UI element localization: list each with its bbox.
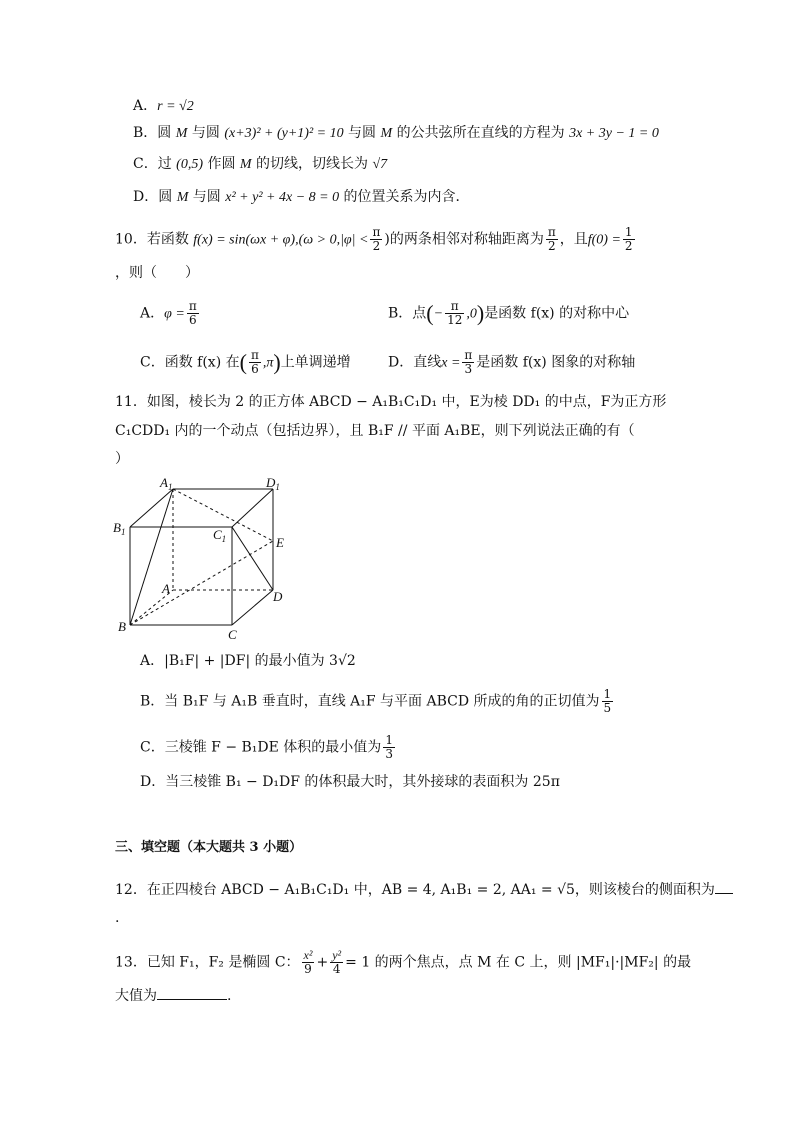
frac-1-2: $\frac{1}{2}$ [624, 225, 633, 253]
cube-figure [110, 475, 300, 645]
frac-pi-2: $\frac{\pi}{2}$ [372, 225, 381, 253]
label-d: D [273, 589, 283, 604]
q12-stem: 12．在正四棱台 ABCD − A₁B₁C₁D₁ 中，AB = 4, A₁B₁ = 2, AA₁ = √5，则该棱台的侧面积为 [115, 880, 733, 900]
frac-pi-2b: $\frac{\pi}{2}$ [547, 225, 556, 253]
q13-stem: 13．已知 F₁，F₂ 是椭圆 C： $\frac{\text{x²}}{9}$ + $\frac{\text{y²}}{4}$ = 1 的两个焦点，点 M 在 C 上，则 |MF₁|·|MF₂| 的最 [115, 948, 692, 976]
q11-stem-2: C₁CDD₁ 内的一个动点（包括边界），且 B₁F // 平面 A₁BE，则下列说法正确的有（ [115, 423, 635, 439]
q10-stem: 10．若函数 f(x) = sin(ωx + φ),(ω > 0,|φ| < $\frac{\pi}{2}$ )的两条相邻对称轴距离为 $\frac{\pi}{2}$ ，且f(0) = $\frac{1}{2}$ [115, 225, 633, 253]
edge-ba1 [130, 489, 173, 625]
q9-option-a: A．r = √2 [133, 98, 194, 114]
q10-option-a: A．φ = $\frac{\pi}{6}$ [140, 299, 197, 327]
q12-dot: . [115, 910, 120, 926]
q12-blank[interactable] [715, 893, 733, 894]
label-e: E [276, 535, 284, 550]
q11-option-b: B．当 B₁F 与 A₁B 垂直时，直线 A₁F 与平面 ABCD 所成的角的正切值为 $\frac{1}{5}$ [140, 687, 612, 715]
label-b: B [118, 619, 126, 634]
q10-stem-end: ，则（ ） [115, 265, 199, 281]
q9-option-c: C．过 (0,5) 作圆 M 的切线，切线长为 √7 [133, 156, 388, 172]
edge-c1d [232, 527, 273, 590]
q13-blank[interactable] [157, 999, 227, 1000]
q9-option-b: B．圆 M 与圆 (x+3)² + (y+1)² = 10 与圆 M 的公共弦所在直线的方程为 3x + 3y − 1 = 0 [133, 125, 659, 141]
q11-stem-3: ） [115, 451, 129, 467]
label-d1: $D_1$ [266, 475, 280, 492]
section-heading: 三、填空题（本大题共 3 小题） [115, 840, 303, 855]
q11-option-a: A．|B₁F| + |DF| 的最小值为 3√2 [140, 653, 356, 669]
q10-option-d: D．直线x = $\frac{\pi}{3}$ 是函数 f(x) 图象的对称轴 [388, 348, 636, 376]
q9-option-d: D．圆 M 与圆 x² + y² + 4x − 8 = 0 的位置关系为内含． [133, 189, 470, 205]
q11-option-c: C．三棱锥 F − B₁DE 体积的最小值为 $\frac{1}{3}$ [140, 733, 393, 761]
edge-cd [232, 590, 273, 625]
label-b1: $B_1$ [113, 520, 126, 537]
q10-option-c: C．函数 f(x) 在( $\frac{\pi}{6}$ ,π)上单调递增 [140, 348, 351, 376]
q10-option-b: B．点(− $\frac{\pi}{12}$ ,0)是函数 f(x) 的对称中心 [388, 299, 630, 327]
label-c: C [228, 627, 237, 642]
label-c1: $C_1$ [213, 527, 227, 544]
edge-c1d1 [232, 489, 273, 527]
segment-be [130, 541, 273, 625]
q11-option-d: D．当三棱锥 B₁ − D₁DF 的体积最大时，其外接球的表面积为 25π [140, 774, 560, 790]
label-a1: $A_1$ [160, 475, 173, 492]
q11-stem-1: 11．如图，棱长为 2 的正方体 ABCD − A₁B₁C₁D₁ 中，E为棱 DD₁ 的中点，F为正方形 [115, 394, 667, 410]
q13-stem-end: 大值为 . [115, 988, 232, 1004]
label-a: A [162, 581, 170, 596]
